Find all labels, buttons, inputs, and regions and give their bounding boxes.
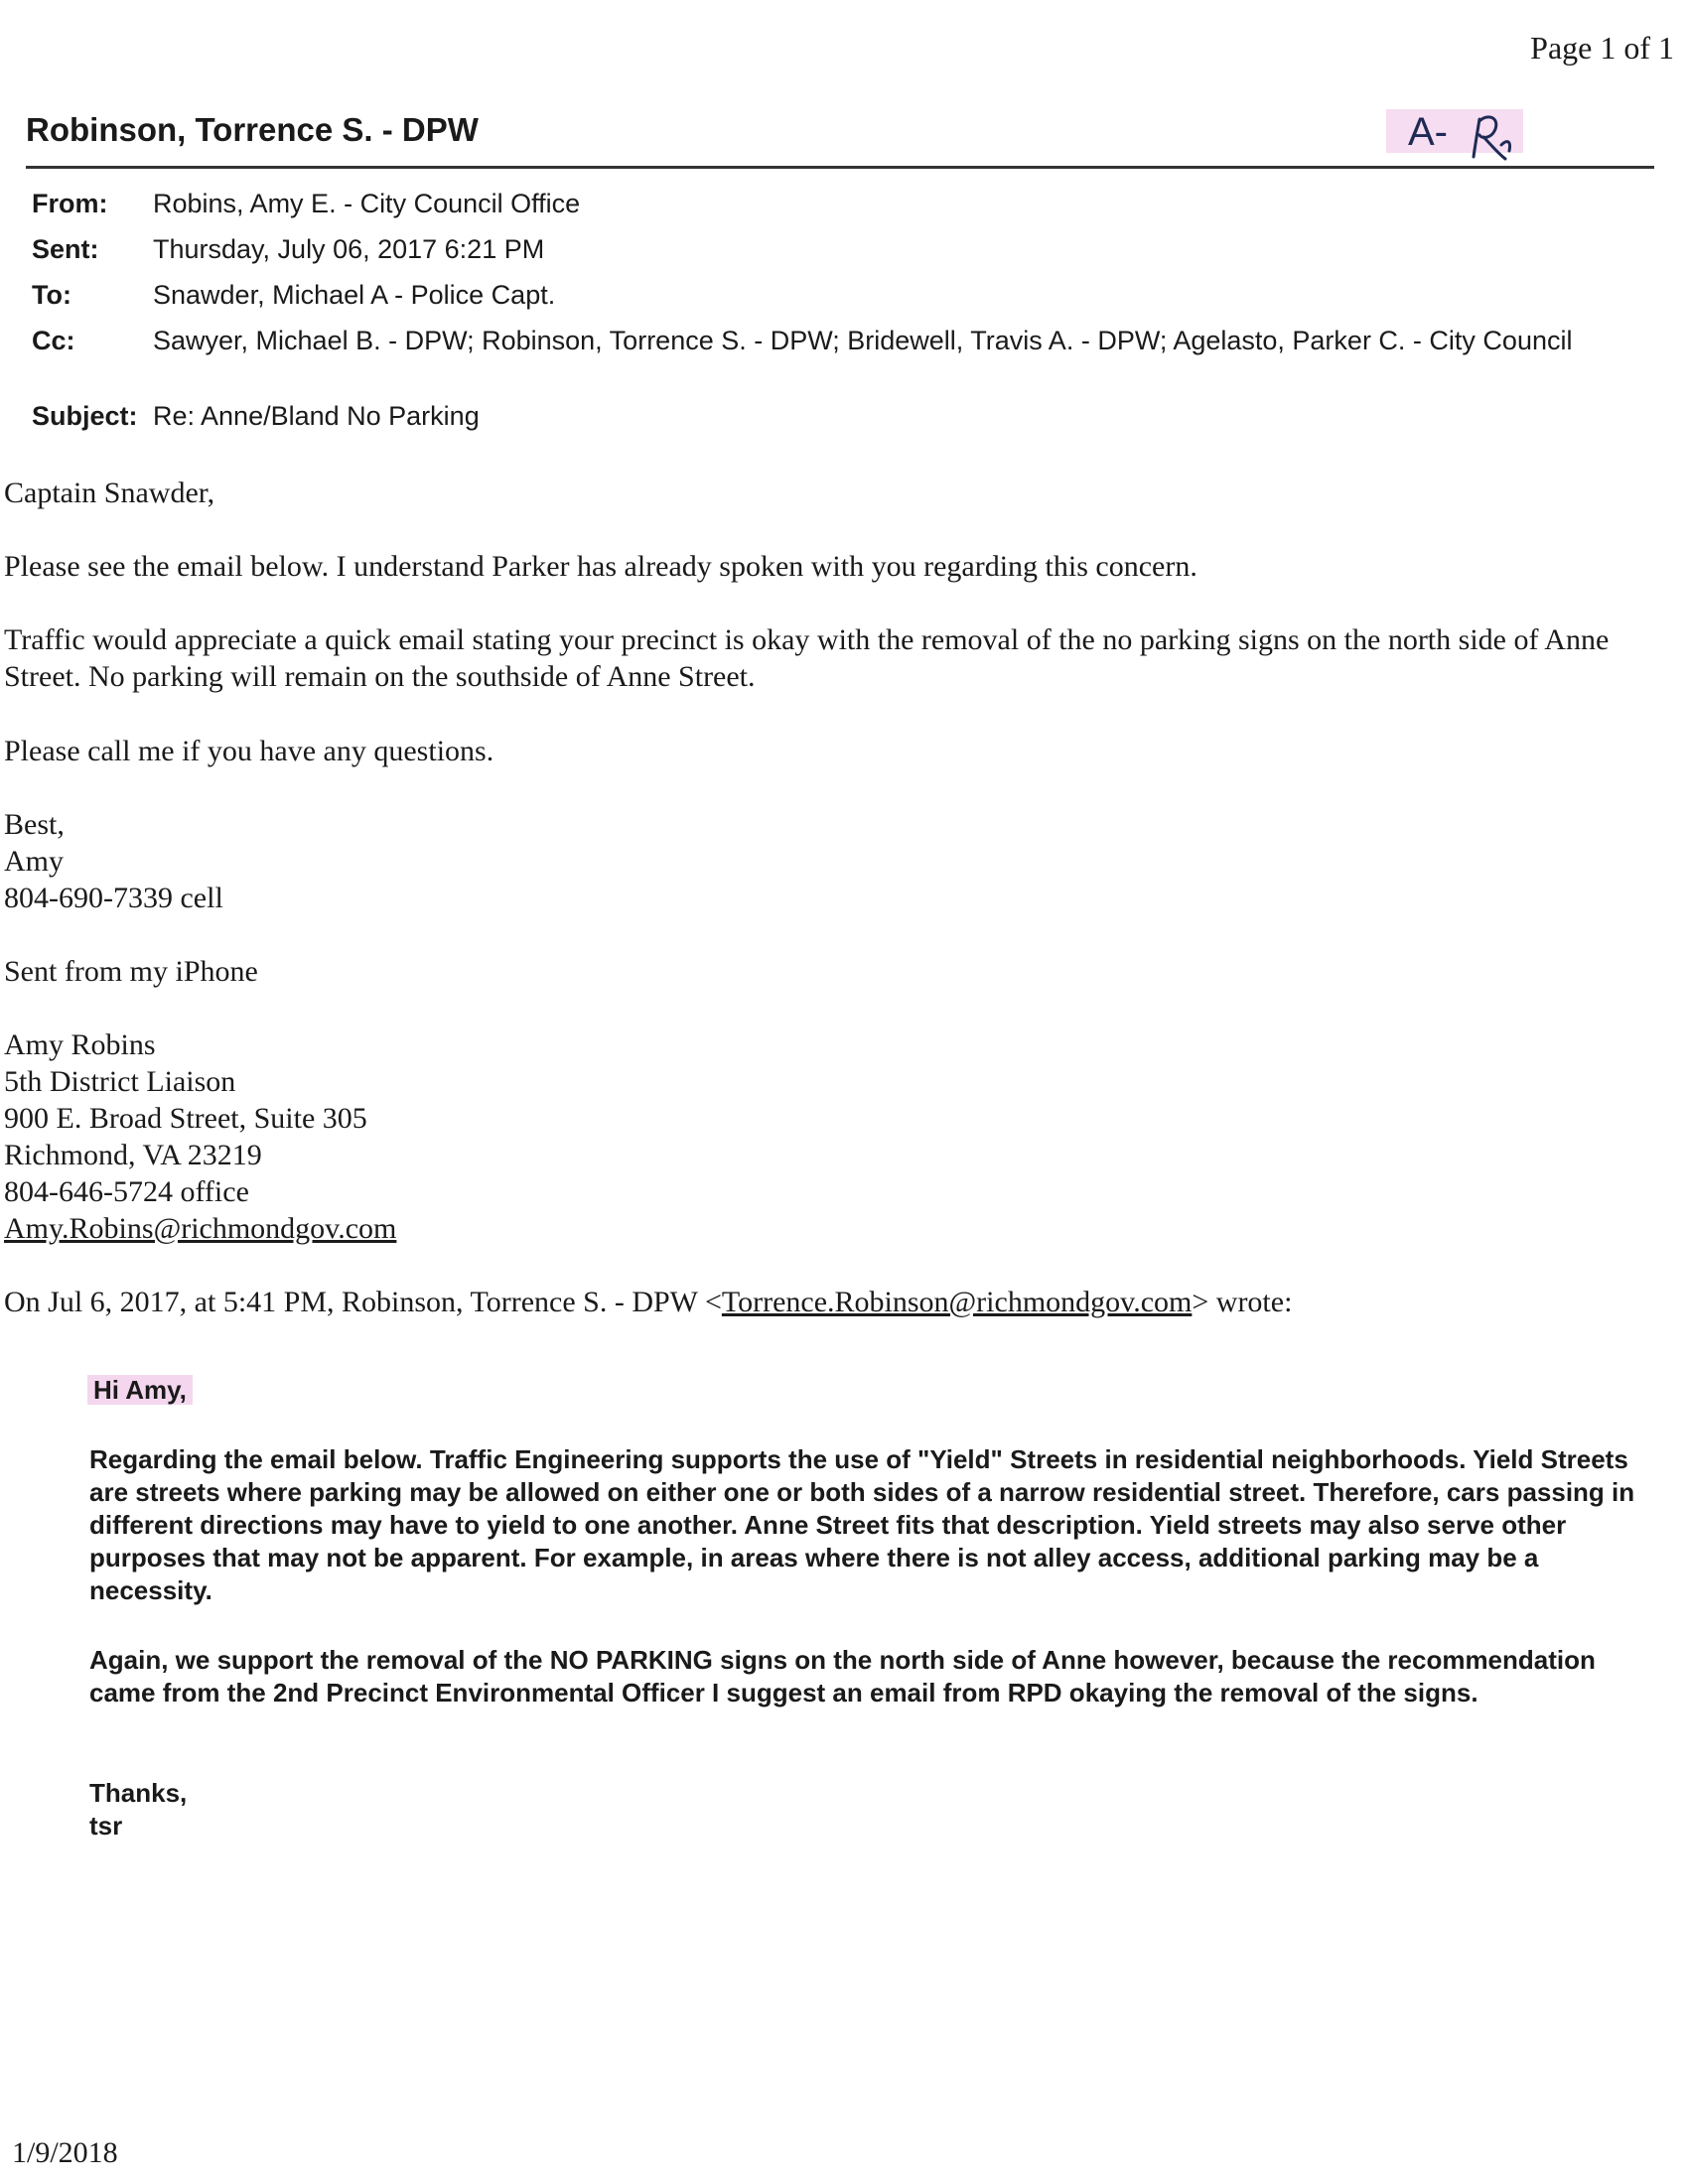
meta-sent-value: Thursday, July 06, 2017 6:21 PM xyxy=(153,234,545,264)
quoted-greeting-highlighted: Hi Amy, xyxy=(87,1375,193,1405)
body-sent-from: Sent from my iPhone xyxy=(4,955,258,988)
meta-from-value: Robins, Amy E. - City Council Office xyxy=(153,189,581,218)
print-date: 1/9/2018 xyxy=(12,2136,118,2169)
body-name-short: Amy xyxy=(4,845,64,878)
body-paragraph-3: Please call me if you have any questions. xyxy=(4,735,494,767)
meta-cc-label: Cc: xyxy=(32,326,75,355)
quoted-paragraph-2: Again, we support the removal of the NO PARKING signs on the north side of Anne however, because the recommendation came from the 2nd Precinct Environmental Officer I suggest an email from RPD okaying the removal of the signs. xyxy=(89,1645,1596,1707)
handwritten-annotation xyxy=(1384,99,1533,169)
signature-address-1: 900 E. Broad Street, Suite 305 xyxy=(4,1102,367,1135)
meta-subject-value: Re: Anne/Bland No Parking xyxy=(153,401,480,431)
signature-name: Amy Robins xyxy=(4,1028,156,1061)
quoted-paragraph-1: Regarding the email below. Traffic Engineering supports the use of "Yield" Streets in residential neighborhoods. Yield Streets are streets where parking may be allowed on either one or both sides of a narrow residential street. Therefore, cars passing in different directions may have to yield to one another. Anne Street fits that description. Yield streets may also serve other purposes that may not be apparent. For example, in areas where there is not alley access, additional parking may be a necessity. xyxy=(89,1444,1635,1605)
meta-subject-label: Subject: xyxy=(32,401,138,431)
quoted-closing: Thanks, xyxy=(89,1778,188,1808)
body-paragraph-2: Traffic would appreciate a quick email stating your precinct is okay with the removal of the no parking signs on the north side of Anne Street. No parking will remain on the southside of Anne Street. xyxy=(4,623,1610,693)
reply-header-suffix: > wrote: xyxy=(1192,1286,1293,1318)
body-paragraph-1: Please see the email below. I understand Parker has already spoken with you regarding this concern. xyxy=(4,550,1197,583)
reply-header xyxy=(4,1284,1292,1320)
meta-cc-value: Sawyer, Michael B. - DPW; Robinson, Torrence S. - DPW; Bridewell, Travis A. - DPW; Agelasto, Parker C. - City Council xyxy=(153,326,1573,355)
handwritten-initials-icon xyxy=(1384,99,1533,169)
meta-to-label: To: xyxy=(32,280,71,310)
header-divider xyxy=(26,166,1654,169)
meta-subject-row xyxy=(32,401,1640,432)
body-closing: Best, xyxy=(4,808,65,841)
meta-from-label: From: xyxy=(32,189,108,218)
meta-from-row xyxy=(32,189,1640,219)
page-number: Page 1 of 1 xyxy=(1530,30,1674,66)
body-cell-phone: 804-690-7339 cell xyxy=(4,882,223,914)
signature-title: 5th District Liaison xyxy=(4,1065,236,1098)
reply-header-prefix: On Jul 6, 2017, at 5:41 PM, Robinson, Torrence S. - DPW < xyxy=(4,1286,722,1318)
signature-email-link[interactable]: Amy.Robins@richmondgov.com xyxy=(4,1212,397,1245)
meta-cc-row xyxy=(32,326,1640,356)
meta-to-row xyxy=(32,280,1640,311)
meta-sent-row xyxy=(32,234,1640,265)
quoted-initials: tsr xyxy=(89,1811,123,1841)
annotation-text: A- xyxy=(1408,110,1448,154)
signature-email-line xyxy=(4,1210,396,1247)
body-greeting: Captain Snawder, xyxy=(4,477,215,509)
reply-header-email-link[interactable]: Torrence.Robinson@richmondgov.com xyxy=(721,1286,1193,1318)
quoted-greeting xyxy=(87,1374,1636,1407)
signature-address-2: Richmond, VA 23219 xyxy=(4,1139,262,1171)
meta-to-value: Snawder, Michael A - Police Capt. xyxy=(153,280,556,310)
signature-office-phone: 804-646-5724 office xyxy=(4,1175,249,1208)
meta-sent-label: Sent: xyxy=(32,234,99,264)
mailbox-owner-header: Robinson, Torrence S. - DPW xyxy=(26,111,479,148)
